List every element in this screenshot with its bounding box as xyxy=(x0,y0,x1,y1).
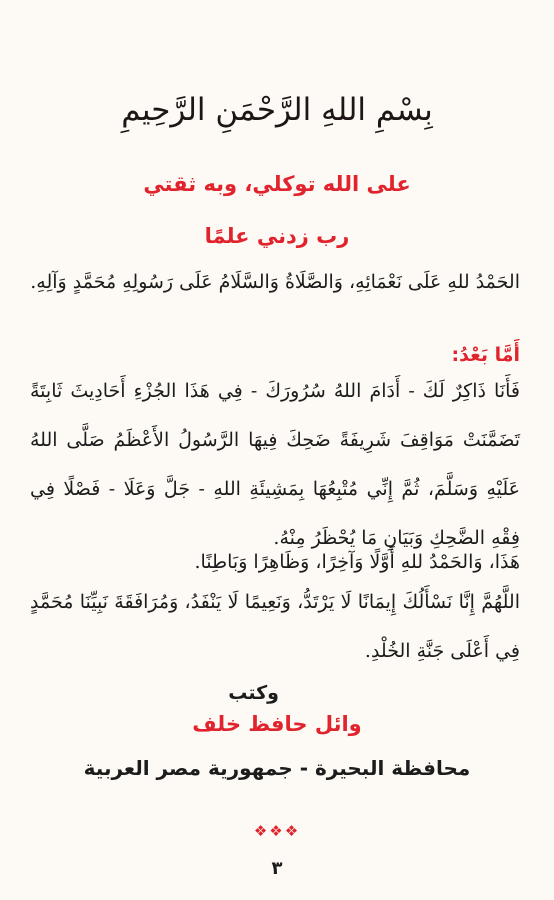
heading-tawakkul: على الله توكلي، وبه ثقتي xyxy=(143,172,411,196)
author-location: محافظة البحيرة - جمهورية مصر العربية xyxy=(83,756,471,780)
author-name: وائل حافظ خلف xyxy=(192,712,362,736)
paragraph-main: فَأَنَا ذَاكِرٌ لَكَ - أَدَامَ اللهُ سُرُورَكَ - فِي هَذَا الجُزْءِ أَحَادِيثَ ثَابِتَةً تَضَمَّنَتْ مَوَاقِفَ شَرِيفَةً ضَحِكَ فِيهَا الرَّسُولُ الأَعْظَمُ صَلَّى اللهُ عَلَيْهِ وَسَلَّمَ، ثُمَّ إِنِّي مُتْبِعُهَا بِمَشِيئَةِ اللهِ - جَلَّ وَعَلَا - فَصْلًا فِي فِقْهِ الضَّحِكِ وَبَيَانِ مَا يُحْظَرُ مِنْهُ. xyxy=(30,380,520,549)
ornament-icon: ❖❖❖ xyxy=(253,822,301,840)
amma-bad-label: أَمَّا بَعْدُ: xyxy=(451,344,520,366)
paragraph-praise: الحَمْدُ للهِ عَلَى نَعْمَائِهِ، وَالصَّلَاةُ وَالسَّلَامُ عَلَى رَسُولِهِ مُحَمَّدٍ وَآلِهِ. xyxy=(30,271,520,293)
paragraph-prayer: اللَّهُمَّ إِنَّا نَسْأَلُكَ إِيمَانًا لَا يَرْتَدُّ، وَنَعِيمًا لَا يَنْفَدُ، وَمُرَافَقَةَ نَبِيِّنَا مُحَمَّدٍ فِي أَعْلَى جَنَّةِ الخُلْدِ. xyxy=(30,591,520,662)
page-number: ٣ xyxy=(271,858,283,879)
basmala-calligraphy: بِسْمِ اللهِ الرَّحْمَنِ الرَّحِيمِ xyxy=(121,92,433,128)
paragraph-closing: هَذَا، وَالحَمْدُ للهِ أَوَّلًا وَآخِرًا، وَظَاهِرًا وَبَاطِنًا. xyxy=(194,551,520,573)
signature-wrote: وكتب xyxy=(228,682,279,704)
heading-zidni-ilman: رب زدني علمًا xyxy=(204,224,350,248)
